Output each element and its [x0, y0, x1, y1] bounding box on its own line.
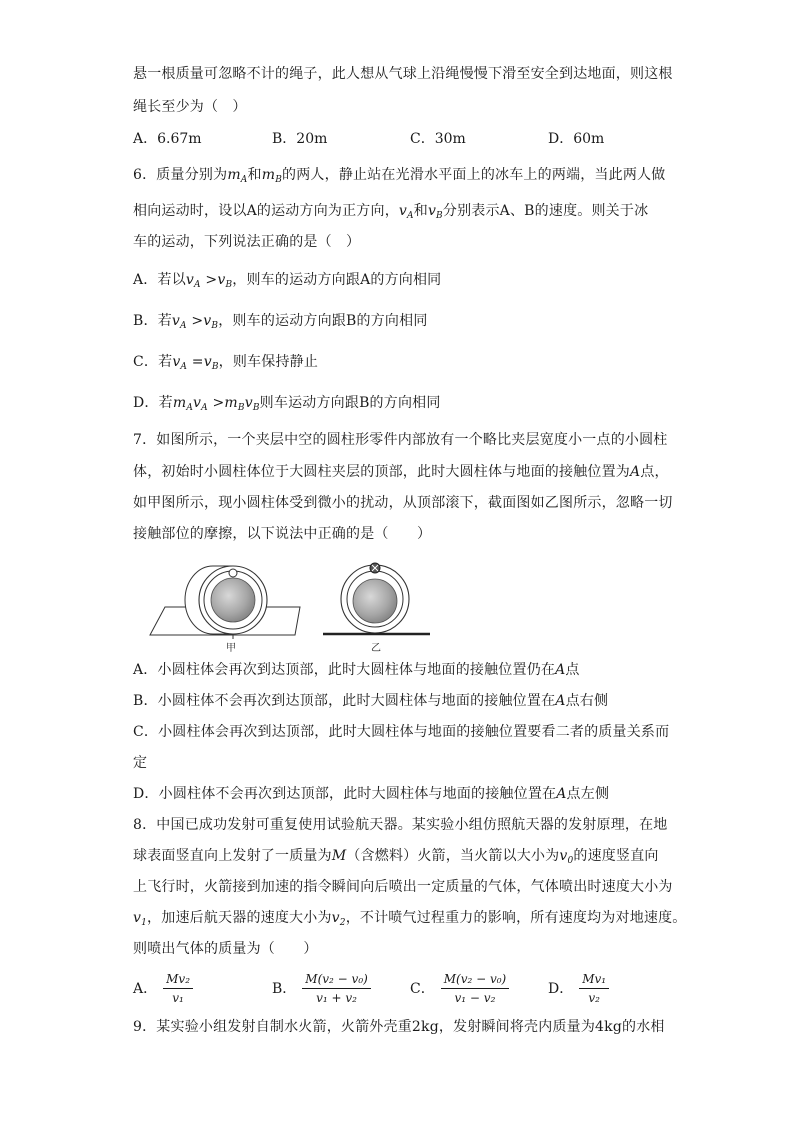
q9-stem-line-1: 9．某实验小组发射自制水火箭，火箭外壳重2kg，发射瞬间将壳内质量为4kg的水相	[133, 1019, 665, 1035]
text: ，则车的运动方向跟A的方向相同	[232, 272, 442, 288]
q5-option-a: A．6.67m	[133, 131, 202, 147]
symbol-vA: $v_A$	[185, 272, 201, 290]
text: B．小圆柱体不会再次到达顶部，此时大圆柱体与地面的接触位置在	[133, 693, 556, 709]
q8-option-a	[133, 966, 193, 1010]
q5-stem-line-2: 绳长至少为（ ）	[133, 99, 247, 115]
text: 球表面竖直向上发射了一质量为	[133, 848, 332, 864]
figure-jia	[150, 566, 300, 654]
fraction	[302, 972, 371, 1005]
q8-option-c	[410, 966, 509, 1010]
text: 6．质量分别为	[133, 167, 228, 183]
q7-stem-line-3: 如甲图所示，现小圆柱体受到微小的扰动，从顶部滚下，截面图如乙图所示，忽略一切	[133, 495, 673, 511]
q6-stem-line-2	[133, 201, 648, 226]
operator: >	[200, 272, 218, 288]
text: C．若	[133, 354, 173, 370]
symbol-v2: $v_2$	[331, 910, 346, 928]
q6-option-b	[133, 311, 428, 336]
symbol-A: A	[555, 662, 566, 678]
q8-options	[133, 966, 673, 1010]
q6-stem-line-3: 车的运动，下列说法正确的是（ ）	[133, 234, 361, 250]
option-label: A．	[133, 981, 158, 997]
symbol-vA: $v_A$	[171, 313, 187, 331]
fraction	[579, 972, 609, 1005]
symbol-M: M	[331, 848, 347, 864]
text: 相向运动时，设以A的运动方向为正方向，	[133, 203, 399, 219]
text: 则车运动方向跟B的方向相同	[259, 395, 441, 411]
symbol-vB: $v_B$	[217, 272, 233, 290]
operator: >	[186, 313, 204, 329]
q5-option-b: B．20m	[272, 131, 328, 147]
q7-figure	[145, 555, 435, 655]
q7-option-c-line-1: C．小圆柱体会再次到达顶部，此时大圆柱体与地面的接触位置要看二者的质量关系而	[133, 724, 670, 740]
text: ，则车的运动方向跟B的方向相同	[218, 313, 428, 329]
symbol-vB: $v_B$	[203, 313, 219, 331]
text: 的速度竖直向	[573, 848, 659, 864]
denominator: v₂	[588, 990, 600, 1005]
numerator: M(v₂ − v₀)	[302, 972, 371, 989]
numerator: M(v₂ − v₀)	[441, 972, 510, 989]
fraction	[441, 972, 510, 1005]
symbol-vA: $v_A$	[172, 354, 188, 372]
q7-option-c-line-2: 定	[133, 755, 148, 771]
q7-stem-line-1: 7．如图所示，一个夹层中空的圆柱形零件内部放有一个略比夹层宽度小一点的小圆柱	[133, 432, 668, 448]
q8-stem-line-2	[133, 846, 659, 871]
option-label: D．	[548, 981, 574, 997]
denominator: v₁	[172, 990, 184, 1005]
text: ，则车保持静止	[218, 354, 319, 370]
option-label: B．	[272, 981, 297, 997]
text: 点，	[640, 464, 669, 480]
text: ，加速后航天器的速度大小为	[147, 910, 332, 926]
text: 点	[565, 662, 580, 678]
q6-option-d	[133, 393, 441, 418]
symbol-v1: $v_1$	[133, 910, 148, 928]
symbol-A: A	[556, 786, 567, 802]
operator: >	[207, 395, 225, 411]
q7-stem-line-2	[133, 462, 669, 482]
q8-stem-line-5: 则喷出气体的质量为（ ）	[133, 941, 318, 957]
figure-yi	[323, 563, 430, 654]
figure-label-yi: 乙	[371, 643, 381, 654]
text: 和	[413, 203, 428, 219]
q8-option-b	[272, 966, 371, 1010]
text: B．若	[133, 313, 172, 329]
q7-option-d	[133, 784, 609, 804]
q5-stem-line-1: 悬一根质量可忽略不计的绳子，此人想从气球上沿绳慢慢下滑至安全到达地面，则这根	[133, 66, 673, 82]
q6-stem-line-1	[133, 165, 665, 190]
symbol-mB: $m_B$	[261, 167, 283, 185]
q8-option-d	[548, 966, 609, 1010]
text: 点右侧	[565, 693, 609, 709]
text: ，不计喷气过程重力的影响，所有速度均为对地速度。	[345, 910, 687, 926]
q8-stem-line-1: 8．中国已成功发射可重复使用试验航天器。某实验小组仿照航天器的发射原理，在地	[133, 817, 668, 833]
text: 和	[247, 167, 262, 183]
symbol-vB: $v_B$	[427, 203, 443, 221]
q7-option-b	[133, 691, 608, 711]
text: A．小圆柱体会再次到达顶部，此时大圆柱体与地面的接触位置仍在	[133, 662, 556, 678]
symbol-mB-vB: $m_Bv_B$	[224, 395, 260, 413]
denominator: v₁ − v₂	[454, 990, 496, 1005]
text: D．小圆柱体不会再次到达顶部，此时大圆柱体与地面的接触位置在	[133, 786, 557, 802]
q5-options	[133, 129, 673, 149]
symbol-A: A	[630, 464, 641, 480]
numerator: Mv₁	[579, 972, 609, 989]
q7-stem-line-4: 接触部位的摩擦，以下说法中正确的是（ ）	[133, 526, 432, 542]
denominator: v₁ + v₂	[316, 990, 357, 1005]
text: 分别表示A、B的速度。则关于冰	[442, 203, 649, 219]
q6-option-a	[133, 270, 441, 295]
symbol-vB: $v_B$	[203, 354, 219, 372]
q5-option-d: D．60m	[548, 131, 605, 147]
symbol-vA: $v_A$	[398, 203, 414, 221]
symbol-A: A	[555, 693, 566, 709]
symbol-mA-vA: $m_Av_A$	[172, 395, 208, 413]
fraction	[163, 972, 193, 1005]
q7-option-a	[133, 660, 580, 680]
text: D．若	[133, 395, 173, 411]
option-label: C．	[410, 981, 435, 997]
operator: =	[187, 354, 204, 370]
q8-stem-line-3: 上飞行时，火箭接到加速的指令瞬间向后喷出一定质量的气体，气体喷出时速度大小为	[133, 879, 673, 895]
numerator: Mv₂	[163, 972, 193, 989]
text: 体，初始时小圆柱体位于大圆柱夹层的顶部，此时大圆柱体与地面的接触位置为	[133, 464, 630, 480]
text: A．若以	[133, 272, 186, 288]
text: 的两人，静止站在光滑水平面上的冰车上的两端，当此两人做	[282, 167, 666, 183]
q5-option-c: C．30m	[410, 131, 466, 147]
figure-label-jia: 甲	[226, 643, 236, 654]
text: （含燃料）火箭，当火箭以大小为	[346, 848, 560, 864]
q6-option-c	[133, 352, 318, 377]
text: 点左侧	[566, 786, 610, 802]
symbol-v0: $v_0$	[559, 848, 574, 866]
symbol-mA: $m_A$	[227, 167, 248, 185]
q8-stem-line-4	[133, 908, 687, 933]
